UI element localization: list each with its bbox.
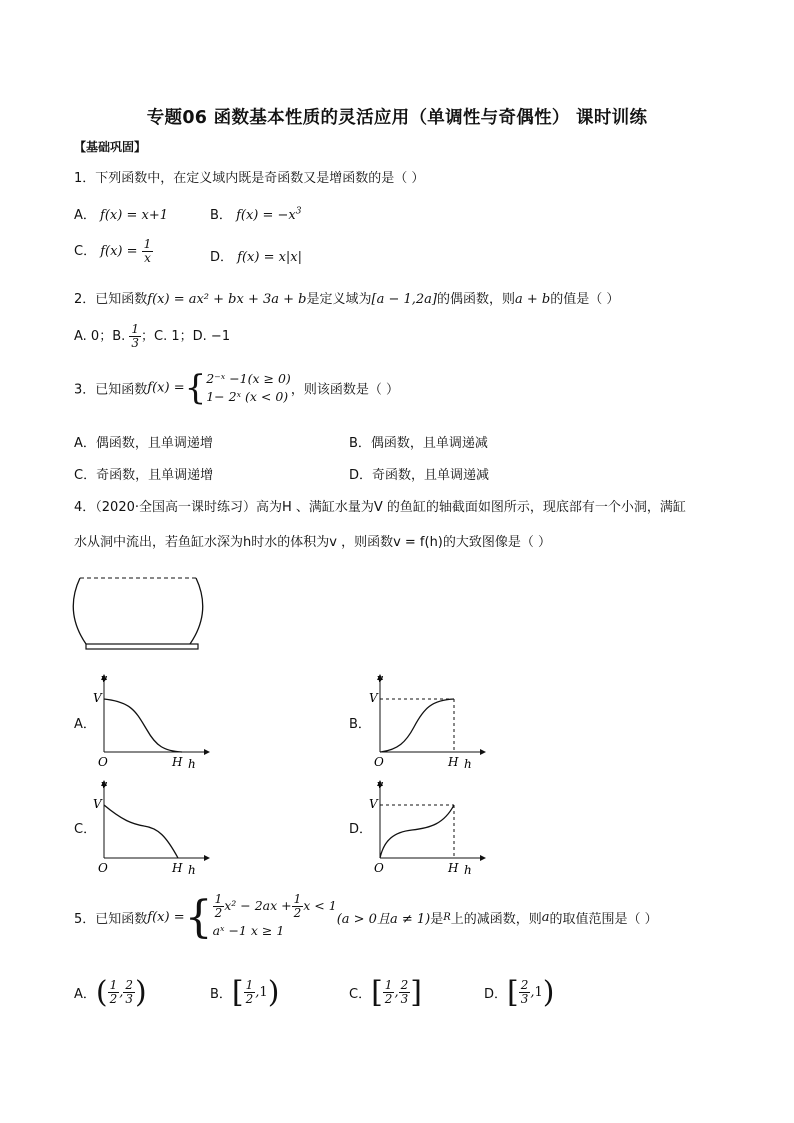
- q5-opt-c-label: C．: [349, 987, 372, 1002]
- q5-b-right: ): [267, 975, 280, 1010]
- graph-d-v-axis: v: [377, 778, 384, 791]
- q4-option-c-label: C．: [74, 822, 97, 837]
- q1-d-expr: f(x) = x|x|: [237, 250, 303, 265]
- q5-option-b: B．[ $\frac{1}{2}$ ,1): [210, 975, 280, 1010]
- q5-c-d1: 2: [384, 992, 393, 1006]
- q2-stem: [74, 288, 619, 307]
- q1-a-label: A．: [74, 208, 96, 223]
- q5-condition: (a > 0且a ≠ 1): [336, 912, 431, 927]
- q5-a-n2: 2: [125, 978, 134, 992]
- q2-stem-c: 的偶函数，则: [437, 292, 516, 307]
- q3-stem: [74, 368, 399, 408]
- q5-a-n1: 1: [109, 978, 118, 992]
- graph-b-V: V: [369, 691, 378, 705]
- q5-p1-num2: 1: [293, 892, 302, 906]
- q2-opt-a: A. 0；B.: [74, 329, 126, 344]
- q3-stem-a: 3．已知函数: [74, 382, 148, 398]
- q5-a-frac1: [108, 979, 120, 1006]
- q5-pieces: [213, 893, 337, 942]
- graph-a: [92, 672, 212, 772]
- q2-stem-a: 2．已知函数: [74, 292, 148, 307]
- graph-b-v-axis: v: [377, 672, 384, 685]
- graph-c-O: O: [98, 861, 108, 875]
- q5-p1-tail: x < 1: [303, 898, 337, 913]
- tank-right-wall: [190, 578, 203, 644]
- q5-b-frac1: [244, 979, 256, 1006]
- q5-a-right: ): [135, 975, 147, 1010]
- q5-a-left: (: [95, 975, 108, 1010]
- graph-c-V: V: [93, 797, 102, 811]
- graph-c: [92, 778, 212, 878]
- q2-stem-d: 的值是（ ）: [550, 292, 620, 307]
- q5-func: f(x) =: [147, 910, 185, 925]
- q5-option-a: A．( $\frac{1}{2}$ , $\frac{2}{3}$ ): [74, 975, 147, 1010]
- q5-d-n1: 2: [520, 978, 529, 992]
- q2-b-den: 3: [131, 336, 140, 350]
- q5-p1-frac2: [292, 893, 304, 920]
- graph-b: [368, 672, 488, 772]
- q1-option-d: [210, 246, 302, 265]
- q5-stem: [74, 892, 658, 943]
- q5-d-d1: 3: [520, 992, 529, 1006]
- q1-b-expr: f(x) = −x: [236, 208, 296, 223]
- section-heading: 【基础巩固】: [74, 140, 147, 154]
- tank-base: [86, 644, 198, 649]
- q5-c-right: ]: [410, 975, 422, 1010]
- graph-b-h-axis: h: [464, 757, 472, 771]
- q5-R: R: [443, 912, 451, 923]
- q5-p1-den1: 2: [214, 906, 223, 920]
- q3-option-b: B．偶函数，且单调递减: [349, 436, 488, 451]
- q4-option-b-label: B．: [349, 717, 371, 732]
- q1-option-b: [210, 204, 301, 223]
- q1-option-a: [74, 204, 168, 223]
- graph-b-O: O: [374, 755, 384, 769]
- q2-options: [74, 323, 230, 350]
- q2-domain: [a − 1,2a]: [371, 292, 437, 307]
- q5-d-one: 1: [534, 985, 543, 1000]
- q5-stem-d: 的取值范围是（ ）: [549, 912, 658, 927]
- q5-stem-a: 5．已知函数: [74, 912, 148, 927]
- q3-brace: {: [184, 368, 207, 408]
- tank-left-wall: [73, 578, 86, 644]
- q1-b-sup: 3: [295, 206, 302, 217]
- q5-opt-a-label: A．: [74, 987, 96, 1002]
- q3-option-c: C．奇函数，且单调递增: [74, 468, 214, 483]
- q4-stem-line2: 水从洞中流出，若鱼缸水深为h时水的体积为v ，则函数v = f(h)的大致图像是（ ）: [74, 535, 552, 550]
- q5-a-d1: 2: [109, 992, 118, 1006]
- q5-c-n1: 1: [384, 978, 393, 992]
- q5-b-one: 1: [259, 985, 268, 1000]
- q4-stem-line1: 4．（2020·全国高一课时练习）高为H 、满缸水量为V 的鱼缸的轴截面如图所示，现底部有一个小洞，满缸: [74, 500, 686, 515]
- q5-c-d2: 3: [400, 992, 409, 1006]
- q5-opt-b-label: B．: [210, 987, 232, 1002]
- q5-var: a: [541, 910, 550, 925]
- q5-option-d: D．[ $\frac{2}{3}$ ,1): [484, 975, 555, 1010]
- q4-option-a-label: A．: [74, 717, 96, 732]
- q1-c-fraction: [142, 238, 154, 265]
- q5-c-frac2: [399, 979, 411, 1006]
- q5-b-left: [: [231, 975, 244, 1010]
- q5-a-frac2: [123, 979, 135, 1006]
- graph-a-O: O: [98, 755, 108, 769]
- q5-opt-d-label: D．: [484, 987, 508, 1002]
- q1-stem: 1．下列函数中，在定义域内既是奇函数又是增函数的是（ ）: [74, 171, 425, 186]
- q3-func: f(x) =: [147, 380, 185, 396]
- q3-pieces: [206, 370, 291, 406]
- q5-d-left: [: [507, 975, 519, 1010]
- q5-stem-b: 是: [430, 912, 444, 927]
- q3-piece2: 1− 2ˣ (x < 0): [206, 389, 289, 404]
- q2-opt-rest: ；C. 1；D. −1: [141, 329, 231, 344]
- q1-a-expr: f(x) = x+1: [100, 208, 168, 223]
- q5-b-n1: 1: [245, 978, 254, 992]
- q5-a-d2: 3: [125, 992, 134, 1006]
- page-title: 专题06 函数基本性质的灵活应用（单调性与奇偶性） 课时训练: [146, 108, 648, 128]
- graph-d-O: O: [374, 861, 384, 875]
- fish-tank-figure: [70, 572, 210, 656]
- graph-d-curve: [380, 805, 454, 858]
- graph-c-curve: [104, 805, 178, 858]
- graph-d-H: H: [448, 861, 459, 875]
- graph-a-v-axis: v: [101, 672, 108, 685]
- q1-option-c: [74, 238, 153, 265]
- q5-d-right: ): [542, 975, 555, 1010]
- q2-stem-b: 是定义域为: [306, 292, 372, 307]
- q5-c-n2: 2: [400, 978, 409, 992]
- q5-brace: {: [184, 892, 213, 943]
- q2-func: f(x) = ax² + bx + 3a + b: [147, 292, 307, 307]
- graph-d: [368, 778, 488, 878]
- q2-b-fraction: [129, 323, 141, 350]
- graph-c-H: H: [172, 861, 183, 875]
- graph-c-v-axis: v: [101, 778, 108, 791]
- q1-c-label: C．: [74, 244, 97, 259]
- q5-piece1: [213, 893, 337, 920]
- q5-d-frac1: [519, 979, 531, 1006]
- q1-c-num: 1: [143, 237, 152, 251]
- graph-b-H: H: [448, 755, 459, 769]
- q5-stem-c: 上的减函数，则: [450, 912, 542, 927]
- q3-piece1: 2⁻ˣ −1(x ≥ 0): [206, 371, 291, 386]
- q5-piece2: aˣ −1 x ≥ 1: [212, 923, 285, 938]
- q3-option-a: A．偶函数，且单调递增: [74, 436, 213, 451]
- q2-sum: a + b: [515, 292, 551, 307]
- q5-p1-frac1: [213, 893, 225, 920]
- graph-b-curve: [380, 699, 454, 752]
- graph-d-V: V: [369, 797, 378, 811]
- q5-b-d1: 2: [245, 992, 254, 1006]
- q3-option-d: D．奇函数，且单调递减: [349, 468, 490, 483]
- q2-b-num: 1: [131, 322, 140, 336]
- q1-b-label: B．: [210, 208, 232, 223]
- graph-a-h-axis: h: [188, 757, 196, 771]
- q5-p1-num1: 1: [214, 892, 223, 906]
- q1-d-label: D．: [210, 250, 234, 265]
- q5-p1-den2: 2: [293, 906, 302, 920]
- q1-c-expr: f(x) =: [100, 244, 142, 259]
- q5-c-left: [: [371, 975, 383, 1010]
- graph-c-h-axis: h: [188, 863, 196, 877]
- q5-p1-mid: x² − 2ax +: [224, 898, 292, 913]
- graph-a-H: H: [172, 755, 183, 769]
- q5-c-frac1: [383, 979, 395, 1006]
- graph-d-h-axis: h: [464, 863, 472, 877]
- graph-a-V: V: [93, 691, 102, 705]
- q4-option-d-label: D．: [349, 822, 373, 837]
- q5-option-c: C．[ $\frac{1}{2}$ , $\frac{2}{3}$ ]: [349, 975, 422, 1010]
- q1-c-den: x: [144, 251, 151, 265]
- graph-a-curve: [104, 699, 182, 752]
- q3-stem-b: ，则该函数是（ ）: [290, 382, 399, 398]
